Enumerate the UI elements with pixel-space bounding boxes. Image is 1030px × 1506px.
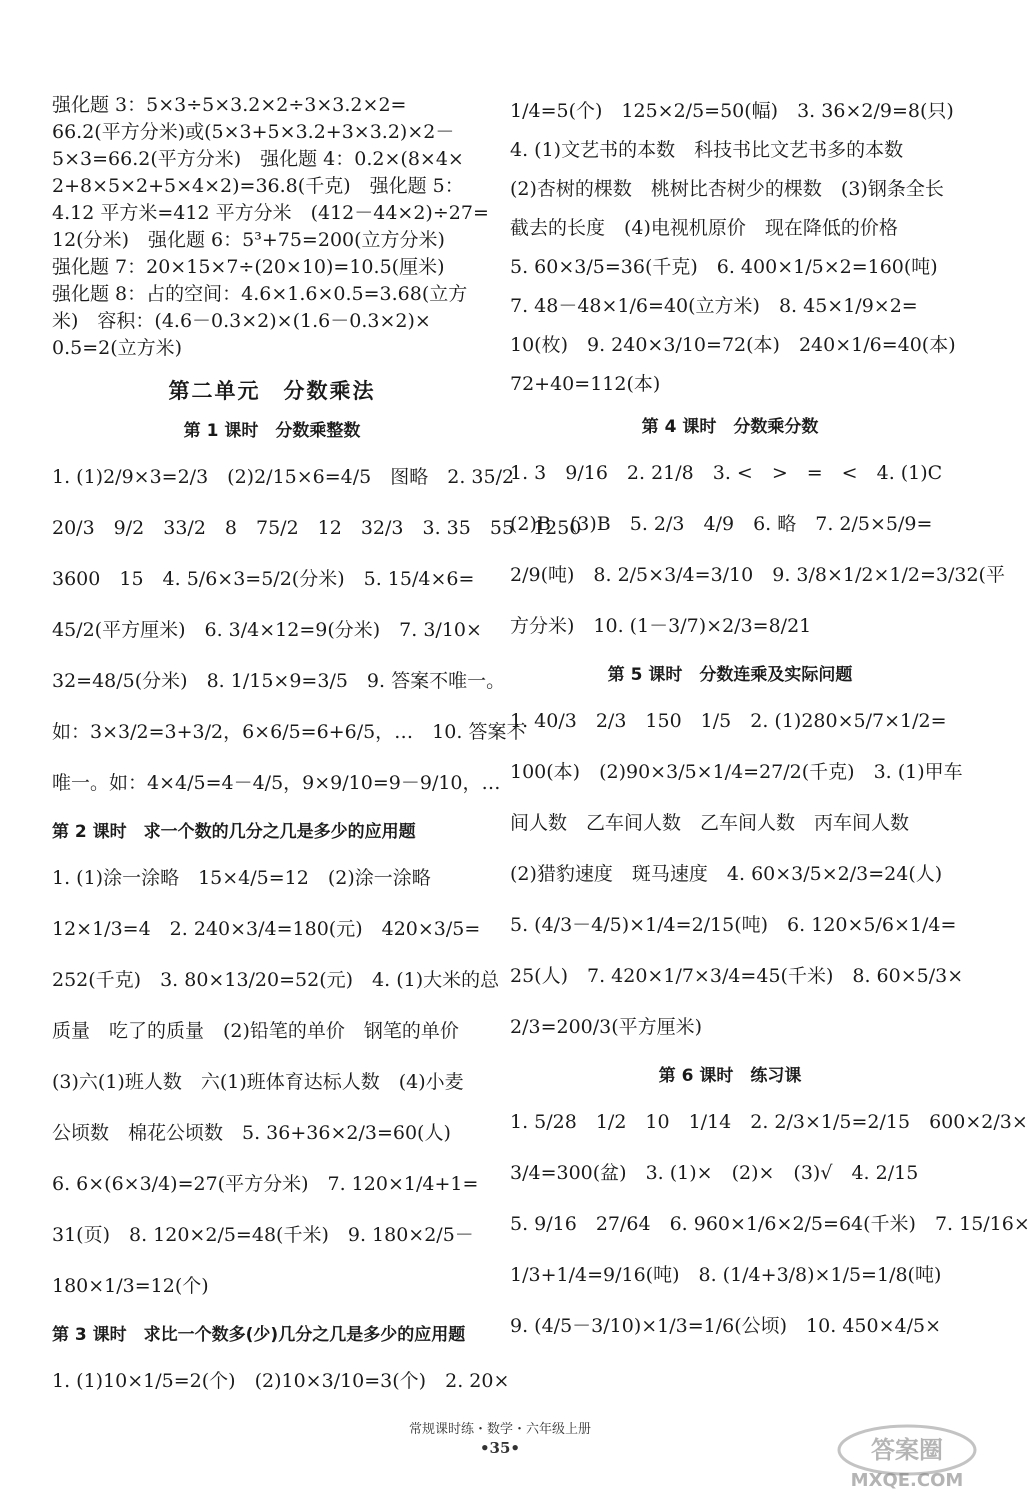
answer-line: 强化题 8：占的空间：4.6×1.6×0.5=3.68(立方 [52,283,468,305]
answer-line: 唯一。如：4×4/5=4－4/5，9×9/10=9－9/10，… [52,772,501,794]
answer-line: 1. (1)2/9×3=2/3 (2)2/15×6=4/5 图略 2. 35/2 [52,466,515,488]
answer-line: 米) 容积：(4.6－0.3×2)×(1.6－0.3×2)× [52,310,431,332]
page-number: •35• [479,1439,521,1457]
answer-line: 2+8×5×2+5×4×2)=36.8(千克) 强化题 5： [52,175,464,197]
answer-line: 10(枚) 9. 240×3/10=72(本) 240×1/6=40(本) [510,334,956,356]
answer-line: 5×3=66.2(平方分米) 强化题 4：0.2×(8×4× [52,148,464,170]
right-column [510,92,1030,1352]
right-top-block [510,92,956,404]
answer-line: 1. 40/3 2/3 150 1/5 2. (1)280×5/7×1/2= [510,710,947,732]
answer-line: (2)B (3)B 5. 2/3 4/9 6. 略 7. 2/5×5/9= [510,513,933,535]
answer-line: 31(页) 8. 120×2/5=48(千米) 9. 180×2/5－ [52,1224,474,1246]
answer-line: 72+40=112(本) [510,373,661,395]
answer-line: 1/3+1/4=9/16(吨) 8. (1/4+3/8)×1/5=1/8(吨) [510,1264,942,1286]
answer-line: 3600 15 4. 5/6×3=5/2(分米) 5. 15/4×6= [52,568,475,590]
lesson-3-answers [52,1356,510,1407]
lesson-4-answers [510,448,1005,652]
answer-line: 180×1/3=12(个) [52,1275,209,1297]
watermark-logo [832,1422,982,1492]
watermark-logo-text: 答案圈 [871,1436,943,1464]
answer-line: 方分米) 10. (1－3/7)×2/3=8/21 [510,615,812,637]
answer-line: 如：3×3/2=3+3/2，6×6/5=6+6/5，… 10. 答案不 [52,721,526,743]
answer-line: 2/3=200/3(平方厘米) [510,1016,703,1038]
answer-line: 100(本) (2)90×3/5×1/4=27/2(千克) 3. (1)甲车 [510,761,963,783]
answer-line: 1. (1)涂一涂略 15×4/5=12 (2)涂一涂略 [52,867,431,889]
left-column [52,92,582,1407]
answer-line: 1. 5/28 1/2 10 1/14 2. 2/3×1/5=2/15 600×2/3× [510,1111,1028,1133]
answer-line: 1/4=5(个) 125×2/5=50(幅) 3. 36×2/9=8(只) [510,100,954,122]
lesson-5-answers [510,696,964,1053]
answer-line: 25(人) 7. 420×1/7×3/4=45(千米) 8. 60×5/3× [510,965,964,987]
answer-line: 质量 吃了的质量 (2)铅笔的单价 钢笔的单价 [52,1020,459,1042]
footer-book-title: 常规课时练・数学・六年级上册 [408,1422,591,1437]
answer-line: 公顷数 棉花公顷数 5. 36+36×2/3=60(人) [52,1122,451,1144]
left-top-block [52,92,492,362]
answer-line: (2)猎豹速度 斑马速度 4. 60×3/5×2/3=24(人) [510,863,943,885]
lesson-2-title: 第 2 课时 求一个数的几分之几是多少的应用题 [52,822,416,842]
answer-line: (2)杏树的棵数 桃树比杏树少的棵数 (3)钢条全长 [510,178,944,200]
answer-line: 66.2(平方分米)或(5×3+5×3.2+3×3.2)×2－ [52,121,455,143]
lesson-3-title: 第 3 课时 求比一个数多(少)几分之几是多少的应用题 [52,1325,466,1345]
answer-line: 间人数 乙车间人数 乙车间人数 丙车间人数 [510,812,910,834]
answer-line: 20/3 9/2 33/2 8 75/2 12 32/3 3. 35 55 1250 [52,517,582,539]
answer-line: 2/9(吨) 8. 2/5×3/4=3/10 9. 3/8×1/2×1/2=3/32(平 [510,564,1005,586]
answer-line: 6. 6×(6×3/4)=27(平方分米) 7. 120×1/4+1= [52,1173,479,1195]
answer-line: 45/2(平方厘米) 6. 3/4×12=9(分米) 7. 3/10× [52,619,482,641]
answer-line: 5. (4/3－4/5)×1/4=2/15(吨) 6. 120×5/6×1/4= [510,914,957,936]
answer-line: 12×1/3=4 2. 240×3/4=180(元) 420×3/5= [52,918,481,940]
answer-line: 0.5=2(立方米) [52,337,183,359]
answer-line: 12(分米) 强化题 6：5³+75=200(立方分米) [52,229,445,251]
answer-line: 252(千克) 3. 80×13/20=52(元) 4. (1)大米的总 [52,969,500,991]
lesson-5-title: 第 5 课时 分数连乘及实际问题 [607,665,853,685]
lesson-1-answers [52,452,582,809]
lesson-6-title: 第 6 课时 练习课 [658,1066,802,1086]
answer-line: 3/4=300(盆) 3. (1)× (2)× (3)√ 4. 2/15 [510,1162,919,1184]
lesson-2-answers [52,853,500,1312]
answer-line: 4.12 平方米=412 平方分米 (412－44×2)÷27= [52,202,489,224]
lesson-4-title: 第 4 课时 分数乘分数 [641,417,819,437]
answer-line: 1. 3 9/16 2. 21/8 3. < > = < 4. (1)C [510,462,943,484]
unit-title: 第二单元 分数乘法 [168,379,376,403]
answer-line: 4. (1)文艺书的本数 科技书比文艺书多的本数 [510,139,904,161]
answer-line: 7. 48－48×1/6=40(立方米) 8. 45×1/9×2= [510,295,918,317]
lesson-1-title: 第 1 课时 分数乘整数 [183,421,361,441]
answer-line: 强化题 7：20×15×7÷(20×10)=10.5(厘米) [52,256,445,278]
answer-line: 5. 60×3/5=36(千克) 6. 400×1/5×2=160(吨) [510,256,938,278]
answer-line: 32=48/5(分米) 8. 1/15×9=3/5 9. 答案不唯一。 [52,670,506,692]
lesson-6-answers [510,1097,1030,1352]
answer-line: 1. (1)10×1/5=2(个) (2)10×3/10=3(个) 2. 20× [52,1370,510,1392]
watermark-site-text: MXQE.COM [850,1470,964,1491]
answer-line: 9. (4/5－3/10)×1/3=1/6(公顷) 10. 450×4/5× [510,1315,941,1337]
answer-line: 强化题 3：5×3÷5×3.2×2÷3×3.2×2= [52,94,407,116]
answer-line: 截去的长度 (4)电视机原价 现在降低的价格 [510,217,898,239]
answer-line: (3)六(1)班人数 六(1)班体育达标人数 (4)小麦 [52,1071,464,1093]
answer-line: 5. 9/16 27/64 6. 960×1/6×2/5=64(千米) 7. 15/16× [510,1213,1030,1235]
